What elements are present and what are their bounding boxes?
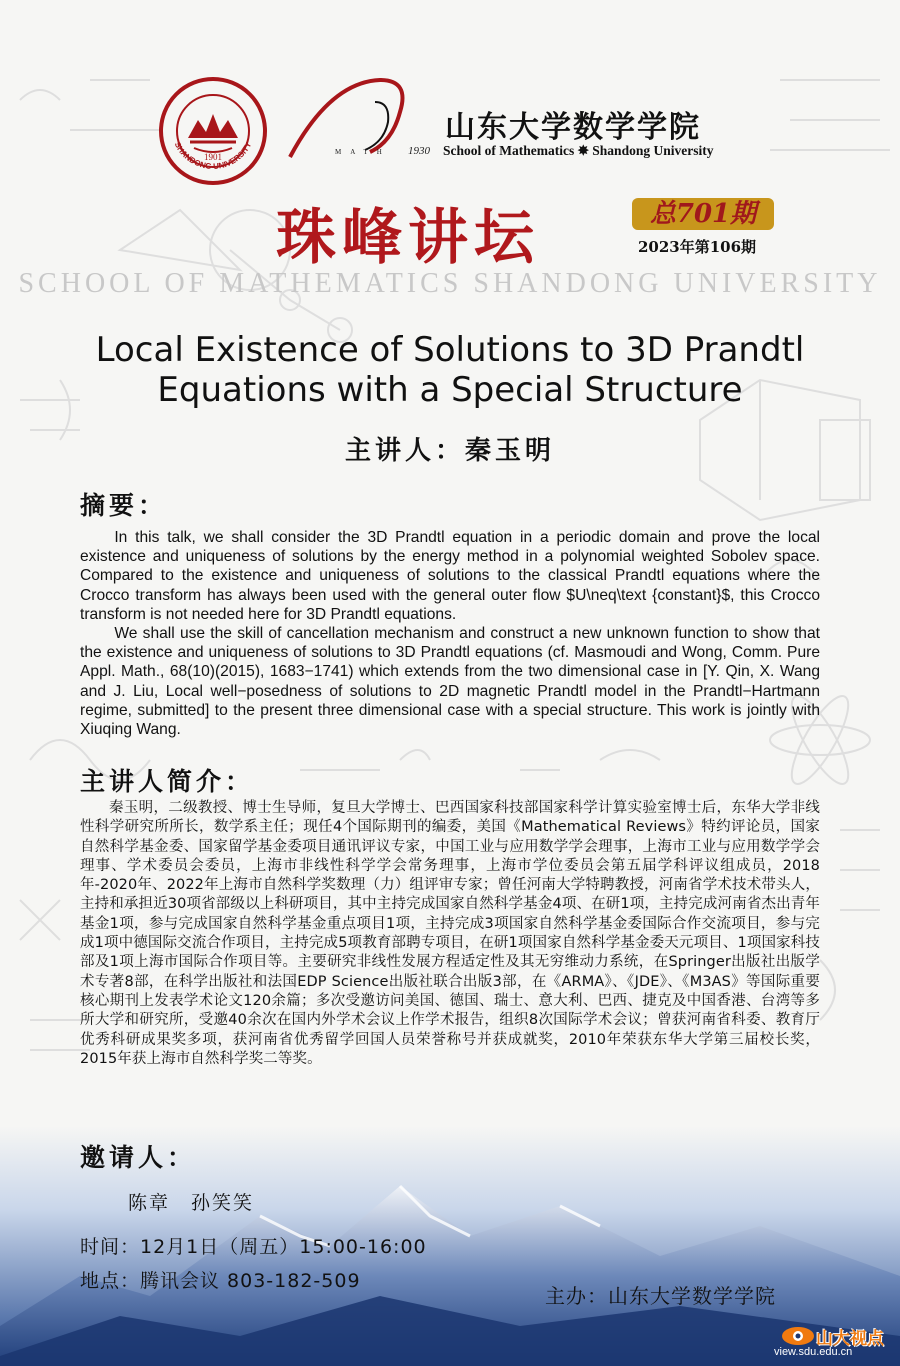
issue-number: 2023年第106期: [638, 238, 757, 256]
eye-logo-icon: [780, 1324, 816, 1348]
seal-text: SHANDONG UNIVERSITY: [172, 140, 254, 171]
inviter-heading: 邀请人：: [80, 1143, 197, 1172]
forum-title: 珠峰讲坛: [276, 203, 540, 273]
footer-watermark: [774, 1322, 898, 1362]
speaker-line: 主讲人：秦玉明: [344, 436, 555, 466]
inviter-names: 陈章 孙笑笑: [128, 1192, 255, 1214]
abstract-heading: 摘要：: [80, 491, 168, 520]
event-time: 时间：12月1日（周五）15:00-16:00: [80, 1236, 427, 1258]
institution-name-cn: 山东大学数学学院: [445, 110, 701, 145]
seal-year: 1901: [204, 152, 222, 162]
bio-heading: 主讲人简介：: [80, 767, 255, 796]
total-issue-badge: 总701期: [632, 198, 774, 230]
footer-url: view.sdu.edu.cn: [774, 1346, 853, 1358]
footer-brand: 山大视点: [816, 1329, 884, 1349]
abstract-body: [80, 528, 820, 739]
event-place: 地点：腾讯会议 803-182-509: [80, 1270, 361, 1292]
shandong-university-seal: [158, 76, 268, 186]
founding-year: 1930: [408, 145, 430, 157]
watermark-text: SCHOOL OF MATHEMATICS SHANDONG UNIVERSITY: [18, 268, 882, 299]
talk-title: Local Existence of Solutions to 3D Prandtl Equations with a Special Structure: [95, 330, 805, 410]
abstract-paragraph-2: We shall use the skill of cancellation mechanism and construct a new unknown function to show that the existence and uniqueness of solutions to 3D Prandtl equations (cf. Masmoudi and Wong, Comm. Pure Appl. Math., 68(10)(2015), 1683−1741) which extends from the two dimensional case in [Y. Qin, X. Wang and J. Liu, Local well−posedness of solutions to 2D magnetic Prandtl model in the Prandtl−Hartmann regime, submitted] to the present three dimensional case with a special structure. This work is jointly with Xiuqing Wang.: [80, 625, 820, 739]
institution-name-en: School of Mathematics ✸ Shandong University: [443, 143, 714, 158]
math-label: MATH: [335, 148, 391, 156]
bio-body: 秦玉明，二级教授、博士生导师，复旦大学博士、巴西国家科技部国家科学计算实验室博士后，东华大学非线性科学研究所所长，数学系主任；现任4个国际期刊的编委，美国《Mathematical Reviews》特约评论员，国家自然科学基金委、国家留学基金委项目通讯评议专家，中国工业与应用数学学会理事，上海市工业与应用数学学会理事、学术委员会委员，上海市非线性科学学会常务理事，上海市学位委员会第五届学科评议组成员，2018年-2020年、2022年上海市自然科学奖数理（力）组评审专家；曾任河南大学特聘教授，河南省学术技术带头人，主持和承担近30项省部级以上科研项目，其中主持完成国家自然科学基金4项、在研1项，主持完成河南省杰出青年基金1项，参与完成国家自然科学基金重点项目1项，主持完成3项国家自然科学基金委国际合作交流项目，参与完成1项中德国际交流合作项目，主持完成5项教育部聘专项目，在研1项国家自然科学基金委天元项目、1项国家科技部及1项上海市国际合作项目等。主要研究非线性发展方程适定性及其无穷维动力系统，在Springer出版社出版学术专著8部，在科学出版社和法国EDP Science出版社联合出版3部，在《ARMA》、《JDE》、《M3AS》等国际重要核心期刊上发表学术论文120余篇；多次受邀访问美国、德国、瑞士、意大利、巴西、捷克及中国香港、台湾等多所大学和研究所，受邀40余次在国内外学术会议上作学术报告，组织8次国际学术会议；曾获河南省科委、教育厅优秀科研成果奖多项，获河南省优秀留学回国人员荣誉称号并获成就奖，2010年荣获东华大学第三届校长奖，2015年获上海市自然科学奖二等奖。: [80, 800, 820, 1067]
event-host: 主办：山东大学数学学院: [545, 1284, 776, 1308]
abstract-paragraph-1: In this talk, we shall consider the 3D Prandtl equation in a periodic domain and prove the local existence and uniqueness of solutions by the energy method in a polynomial weighted Sobolev space. Compared to the existence and uniqueness of solutions to the classical Prandtl equations where the Crocco transform has always been used with the general outer flow $U\neq\text {constant}$, this Crocco transform is not needed here for 3D Prandtl equations.: [80, 529, 820, 623]
